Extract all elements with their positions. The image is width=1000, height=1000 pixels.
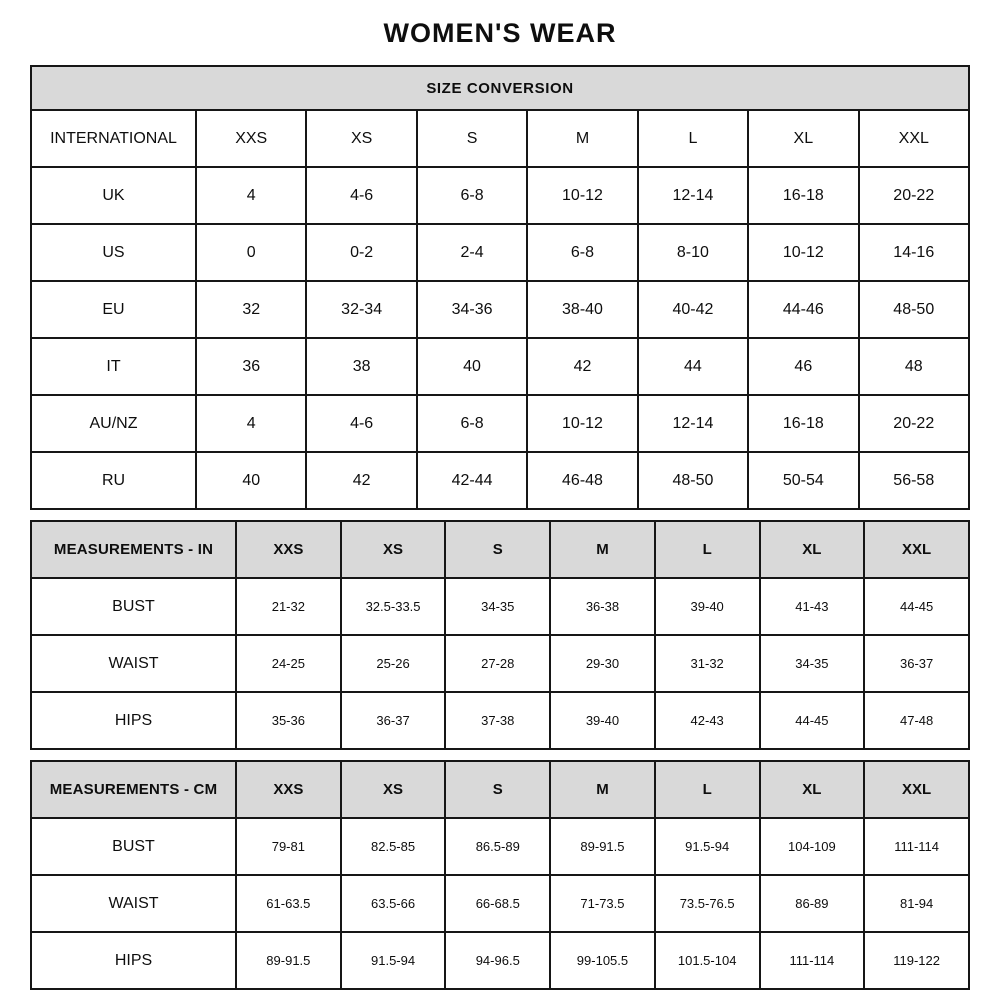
table-cell: 91.5-94 [655,818,760,875]
row-label: HIPS [31,932,236,989]
table-cell: 21-32 [236,578,341,635]
table-cell: 111-114 [864,818,969,875]
table-cell: 4 [196,167,306,224]
column-header: MEASUREMENTS - IN [31,521,236,578]
table-row [31,395,969,452]
table-cell: 39-40 [550,692,655,749]
table-row [31,167,969,224]
table-cell: 36 [196,338,306,395]
column-header: S [445,521,550,578]
table-cell: 42 [306,452,416,509]
row-label: UK [31,167,196,224]
table-cell: 25-26 [341,635,446,692]
table-cell: 36-37 [341,692,446,749]
column-header: XS [306,110,416,167]
table-cell: 34-36 [417,281,527,338]
table-cell: 61-63.5 [236,875,341,932]
column-header: S [417,110,527,167]
row-label: US [31,224,196,281]
table-cell: 40 [417,338,527,395]
table-cell: 16-18 [748,395,858,452]
column-header: MEASUREMENTS - CM [31,761,236,818]
table-cell: 6-8 [417,167,527,224]
table-cell: 99-105.5 [550,932,655,989]
table-cell: 16-18 [748,167,858,224]
column-header: M [550,521,655,578]
table-header-row [31,761,969,818]
column-header: L [638,110,748,167]
table-cell: 6-8 [527,224,637,281]
row-label: IT [31,338,196,395]
table-cell: 104-109 [760,818,865,875]
table-cell: 27-28 [445,635,550,692]
table-cell: 42 [527,338,637,395]
table-cell: 36-37 [864,635,969,692]
page-title: WOMEN'S WEAR [383,18,617,48]
table-cell: 50-54 [748,452,858,509]
table-cell: 36-38 [550,578,655,635]
table-cell: 12-14 [638,395,748,452]
table-cell: 37-38 [445,692,550,749]
column-header: XXL [864,521,969,578]
table-cell: 48-50 [859,281,969,338]
table-cell: 2-4 [417,224,527,281]
table-cell: 6-8 [417,395,527,452]
row-label: AU/NZ [31,395,196,452]
size-conversion-table [30,65,970,510]
table-cell: 41-43 [760,578,865,635]
table-cell: 48-50 [638,452,748,509]
column-header: L [655,761,760,818]
table-cell: 44-45 [760,692,865,749]
table-cell: 66-68.5 [445,875,550,932]
table-cell: 40-42 [638,281,748,338]
table-cell: 31-32 [655,635,760,692]
table-cell: 4-6 [306,167,416,224]
column-header: XL [760,761,865,818]
table-cell: 46 [748,338,858,395]
table-cell: 47-48 [864,692,969,749]
table-cell: 4-6 [306,395,416,452]
table-cell: 0 [196,224,306,281]
row-label: WAIST [31,635,236,692]
table-cell: 82.5-85 [341,818,446,875]
table-cell: 10-12 [748,224,858,281]
table-cell: 34-35 [760,635,865,692]
table-cell: 39-40 [655,578,760,635]
table-row [31,338,969,395]
table-header-row [31,521,969,578]
column-header: XXS [236,521,341,578]
table-row [31,932,969,989]
table-row [31,635,969,692]
table-cell: 42-43 [655,692,760,749]
table-cell: 46-48 [527,452,637,509]
table-cell: 56-58 [859,452,969,509]
table-cell: 20-22 [859,395,969,452]
measurements-cm-table [30,760,970,990]
table-cell: 89-91.5 [236,932,341,989]
table-cell: 34-35 [445,578,550,635]
table-cell: 86.5-89 [445,818,550,875]
table-row [31,281,969,338]
table-cell: 32.5-33.5 [341,578,446,635]
table-row [31,692,969,749]
table-cell: 14-16 [859,224,969,281]
table-cell: 38-40 [527,281,637,338]
table-banner-row [31,66,969,110]
table-cell: 119-122 [864,932,969,989]
table-cell: 38 [306,338,416,395]
table-row [31,224,969,281]
table-cell: 44-46 [748,281,858,338]
table-cell: 94-96.5 [445,932,550,989]
table-row [31,818,969,875]
column-header: XL [748,110,858,167]
table-cell: 40 [196,452,306,509]
table-cell: 4 [196,395,306,452]
column-header: XS [341,761,446,818]
table-cell: 101.5-104 [655,932,760,989]
row-label: BUST [31,578,236,635]
table-row [31,578,969,635]
row-label: WAIST [31,875,236,932]
column-header: M [550,761,655,818]
table-cell: 8-10 [638,224,748,281]
table-cell: 32 [196,281,306,338]
column-header: XXS [196,110,306,167]
column-header: XXL [859,110,969,167]
table-cell: 20-22 [859,167,969,224]
table-cell: 63.5-66 [341,875,446,932]
column-header: XL [760,521,865,578]
row-label: BUST [31,818,236,875]
table-cell: 29-30 [550,635,655,692]
table-cell: 71-73.5 [550,875,655,932]
measurements-in-table [30,520,970,750]
column-header: XS [341,521,446,578]
table-cell: 0-2 [306,224,416,281]
table-cell: 42-44 [417,452,527,509]
column-header: S [445,761,550,818]
row-label: RU [31,452,196,509]
column-header: XXL [864,761,969,818]
size-conversion-banner: SIZE CONVERSION [31,66,969,110]
table-row [31,452,969,509]
table-cell: 12-14 [638,167,748,224]
column-header: INTERNATIONAL [31,110,196,167]
table-cell: 44 [638,338,748,395]
column-header: XXS [236,761,341,818]
table-cell: 86-89 [760,875,865,932]
table-cell: 91.5-94 [341,932,446,989]
table-cell: 24-25 [236,635,341,692]
column-header: M [527,110,637,167]
row-label: EU [31,281,196,338]
table-row [31,875,969,932]
table-cell: 111-114 [760,932,865,989]
table-cell: 79-81 [236,818,341,875]
table-cell: 73.5-76.5 [655,875,760,932]
table-header-row [31,110,969,167]
table-cell: 32-34 [306,281,416,338]
table-cell: 10-12 [527,395,637,452]
column-header: L [655,521,760,578]
table-cell: 81-94 [864,875,969,932]
table-cell: 89-91.5 [550,818,655,875]
row-label: HIPS [31,692,236,749]
table-cell: 48 [859,338,969,395]
table-cell: 44-45 [864,578,969,635]
table-cell: 35-36 [236,692,341,749]
table-cell: 10-12 [527,167,637,224]
